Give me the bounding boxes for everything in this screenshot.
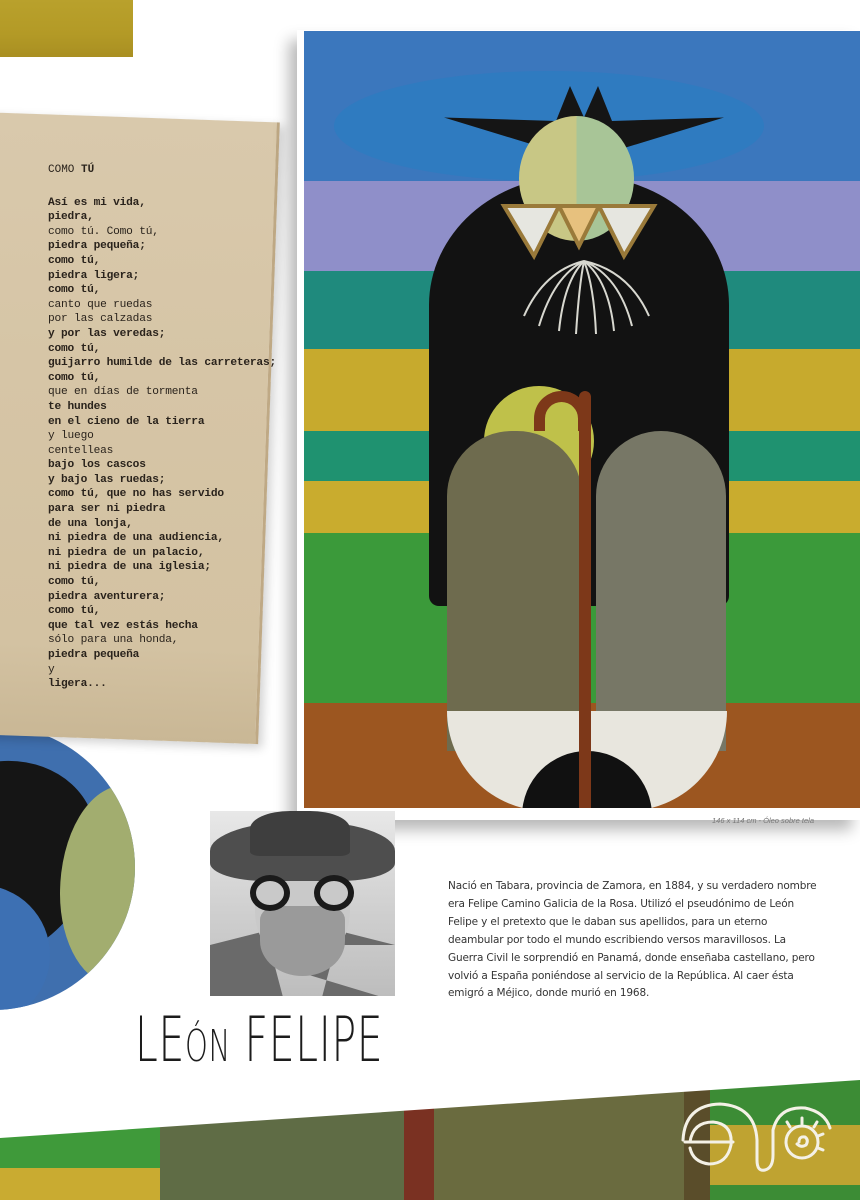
poem-line: piedra pequeña	[48, 649, 140, 661]
poem-line: como tú,	[48, 284, 101, 297]
poem-line: como tú,	[48, 371, 101, 384]
poem-line: para ser ni piedra	[48, 503, 166, 516]
author-name-part1: LE	[135, 1003, 185, 1076]
poem-line: como tú,	[48, 605, 101, 618]
painting	[304, 31, 860, 808]
poem-line: piedra,	[48, 211, 94, 224]
poem-title-light: COMO	[48, 164, 82, 176]
figure-left-leg	[447, 431, 582, 751]
poem-line: y bajo las ruedas;	[48, 473, 166, 486]
author-bio: Nació en Tabara, provincia de Zamora, en 1884, y su verdadero nombre era Felipe Camino Galicia de la Rosa. Utilizó el pseudónimo de León Felipe y el pretexto que le daban sus apellidos, para un eterno deambular por todo el mundo escribiendo versos maravillosos. La Guerra Civil le sorprendió en Panamá, donde enseñaba castellano, pero volvió a España poniéndose al servicio de la República. Al caer ésta emigró a Méjico, donde murió en 1968.	[448, 880, 817, 1000]
portrait-hat-crown	[250, 811, 350, 856]
poem-title	[48, 163, 288, 178]
poem-line: sólo para una honda,	[48, 634, 179, 647]
poem-line: como tú,	[48, 576, 101, 589]
author-portrait	[210, 811, 395, 996]
poem-line: como tú,	[48, 342, 101, 355]
cane	[579, 391, 591, 808]
poem-line: bajo los cascos	[48, 459, 146, 472]
poem-line: que tal vez estás hecha	[48, 619, 198, 632]
strip-olive-2	[434, 1080, 684, 1200]
author-name-accent: ÓN	[184, 1021, 231, 1072]
portrait-beard	[260, 906, 345, 976]
strip-yellow	[0, 1168, 160, 1200]
poem-line: y por las veredas;	[48, 327, 166, 340]
face-glyph-logo-icon	[675, 1100, 835, 1180]
poem-line: como tú, que no has servido	[48, 488, 224, 501]
poem-line: piedra pequeña;	[48, 240, 146, 253]
poem-line: ni piedra de un palacio,	[48, 546, 205, 559]
poem-line: Así es mi vida,	[48, 196, 146, 209]
poem-line: ni piedra de una audiencia,	[48, 532, 224, 545]
poem	[48, 163, 288, 692]
painting-detail-circle	[0, 725, 135, 1010]
poem-line: que en días de tormenta	[48, 386, 198, 399]
poem-line: por las calzadas	[48, 313, 153, 326]
ochre-swatch	[0, 0, 133, 57]
poem-title-bold: TÚ	[81, 164, 95, 176]
poem-line: canto que ruedas	[48, 298, 153, 311]
portrait-glasses-left	[250, 875, 290, 911]
poem-line: y	[48, 663, 55, 676]
poem-line: como tú,	[48, 254, 101, 267]
poem-line: y luego	[48, 430, 94, 443]
poem-line: como tú. Como tú,	[48, 225, 159, 238]
portrait-glasses-right	[314, 875, 354, 911]
figure-beard	[504, 256, 664, 336]
author-name-part2: FELIPE	[230, 1003, 384, 1076]
painting-caption: 146 x 114 cm - Óleo sobre tela	[712, 816, 814, 825]
strip-olive	[160, 1080, 404, 1200]
author-name	[135, 1003, 384, 1079]
poem-line: piedra aventurera;	[48, 590, 166, 603]
figure-right-leg	[596, 431, 726, 751]
poem-lines	[48, 196, 288, 692]
poem-line: guijarro humilde de las carreteras;	[48, 357, 276, 370]
poem-line: te hundes	[48, 400, 107, 413]
poem-line: centelleas	[48, 444, 114, 457]
poem-line: ligera...	[48, 678, 107, 691]
poem-line: piedra ligera;	[48, 269, 140, 282]
poem-line: en el cieno de la tierra	[48, 415, 205, 428]
poem-line: ni piedra de una iglesia;	[48, 561, 211, 574]
strip-red	[404, 1080, 434, 1200]
poem-line: de una lonja,	[48, 517, 133, 530]
